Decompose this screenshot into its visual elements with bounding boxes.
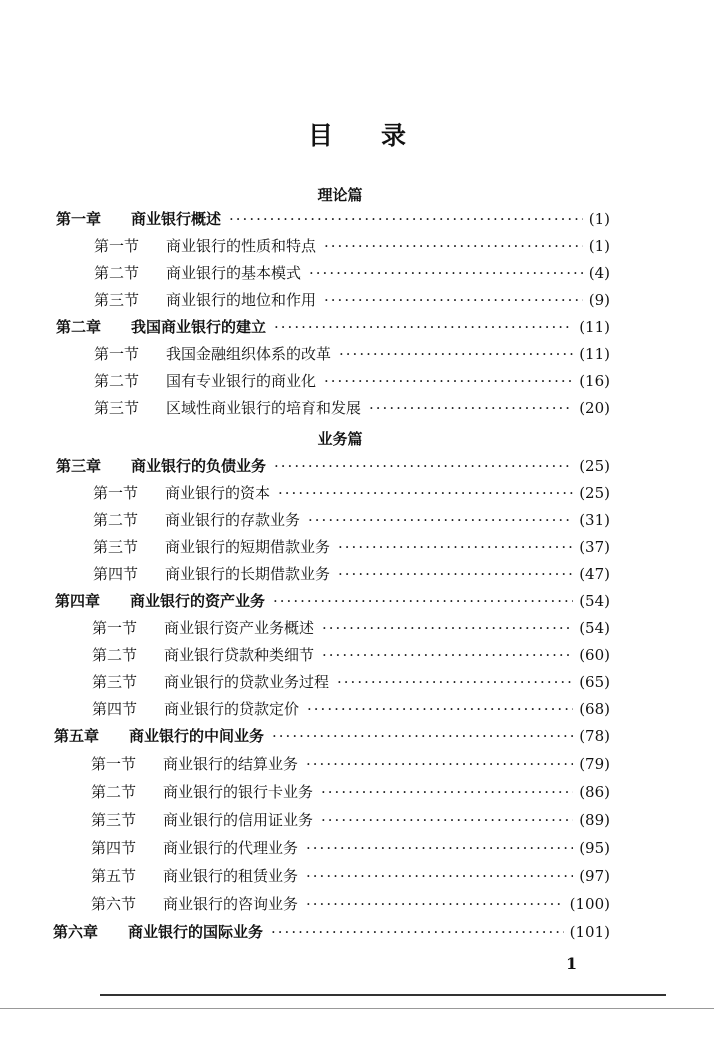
page-number: 1 — [566, 954, 578, 973]
leader-dots — [229, 208, 583, 230]
scan-edge-line — [0, 1008, 714, 1009]
chapter-title: 商业银行的国际业务 — [128, 923, 264, 941]
toc-section[interactable] — [93, 563, 610, 585]
page-ref: (1) — [588, 237, 610, 255]
section-number: 第四节 — [92, 700, 138, 718]
page-ref: (11) — [579, 318, 610, 336]
page-ref: (11) — [579, 345, 610, 363]
section-number: 第二节 — [93, 511, 139, 529]
section-number: 第三节 — [94, 291, 140, 309]
page-ref: (16) — [579, 372, 610, 390]
section-number: 第二节 — [92, 646, 138, 664]
section-title: 商业银行的地位和作用 — [166, 291, 317, 309]
toc-section[interactable] — [91, 809, 610, 831]
leader-dots — [278, 482, 573, 504]
section-title: 商业银行的性质和特点 — [166, 237, 317, 255]
leader-dots — [271, 921, 564, 943]
page-ref: (20) — [579, 399, 610, 417]
leader-dots — [306, 753, 573, 775]
section-title: 商业银行贷款种类细节 — [164, 646, 315, 664]
toc-chapter[interactable] — [54, 725, 610, 747]
page-ref: (25) — [579, 484, 610, 502]
page-ref: (78) — [579, 727, 610, 745]
leader-dots — [321, 809, 573, 831]
section-title: 我国金融组织体系的改革 — [166, 345, 332, 363]
toc-chapter[interactable] — [53, 921, 610, 943]
toc-section[interactable] — [93, 509, 610, 531]
section-title: 商业银行的信用证业务 — [163, 811, 314, 829]
section-number: 第二节 — [91, 783, 137, 801]
page-ref: (95) — [579, 839, 610, 857]
section-title: 商业银行的贷款定价 — [164, 700, 300, 718]
chapter-number: 第六章 — [53, 923, 99, 941]
section-number: 第二节 — [94, 264, 140, 282]
toc-section[interactable] — [91, 865, 610, 887]
leader-dots — [274, 455, 573, 477]
section-number: 第三节 — [94, 399, 140, 417]
leader-dots — [324, 370, 573, 392]
chapter-number: 第五章 — [54, 727, 100, 745]
section-title: 商业银行的代理业务 — [163, 839, 299, 857]
toc-section[interactable] — [91, 837, 610, 859]
page-ref: (31) — [579, 511, 610, 529]
toc-chapter[interactable] — [56, 455, 610, 477]
toc-section[interactable] — [94, 370, 610, 392]
leader-dots — [308, 509, 573, 531]
section-title: 商业银行的银行卡业务 — [163, 783, 314, 801]
toc-section[interactable] — [91, 781, 610, 803]
toc-section[interactable] — [94, 289, 610, 311]
toc-section[interactable] — [92, 671, 610, 693]
page-ref: (100) — [569, 895, 610, 913]
section-title: 商业银行的存款业务 — [165, 511, 301, 529]
toc-section[interactable] — [93, 482, 610, 504]
leader-dots — [273, 590, 573, 612]
page-ref: (4) — [588, 264, 610, 282]
page-ref: (79) — [579, 755, 610, 773]
leader-dots — [338, 536, 573, 558]
leader-dots — [339, 343, 573, 365]
page-ref: (101) — [569, 923, 610, 941]
leader-dots — [369, 397, 573, 419]
toc-section[interactable] — [91, 893, 610, 915]
section-number: 第一节 — [93, 484, 139, 502]
page-ref: (89) — [579, 811, 610, 829]
leader-dots — [306, 893, 564, 915]
toc-section[interactable] — [94, 343, 610, 365]
section-number: 第一节 — [92, 619, 138, 637]
toc-section[interactable] — [93, 536, 610, 558]
page-ref: (86) — [579, 783, 610, 801]
chapter-number: 第二章 — [56, 318, 102, 336]
toc-section[interactable] — [92, 617, 610, 639]
leader-dots — [337, 671, 573, 693]
section-number: 第一节 — [94, 345, 140, 363]
chapter-title: 商业银行的资产业务 — [130, 592, 266, 610]
section-title: 商业银行的基本模式 — [166, 264, 302, 282]
section-number: 第六节 — [91, 895, 137, 913]
chapter-title: 商业银行的负债业务 — [131, 457, 267, 475]
toc-chapter[interactable] — [56, 208, 610, 230]
section-title: 商业银行的结算业务 — [163, 755, 299, 773]
section-title: 区域性商业银行的培育和发展 — [166, 399, 362, 417]
chapter-title: 我国商业银行的建立 — [131, 318, 267, 336]
page-ref: (9) — [588, 291, 610, 309]
section-title: 商业银行的咨询业务 — [163, 895, 299, 913]
page-ref: (25) — [579, 457, 610, 475]
section-number: 第一节 — [94, 237, 140, 255]
section-title: 商业银行的租赁业务 — [163, 867, 299, 885]
section-title: 国有专业银行的商业化 — [166, 372, 317, 390]
section-title: 商业银行的资本 — [165, 484, 271, 502]
section-number: 第三节 — [92, 673, 138, 691]
section-title: 商业银行的长期借款业务 — [165, 565, 331, 583]
chapter-number: 第一章 — [56, 210, 102, 228]
section-number: 第一节 — [91, 755, 137, 773]
chapter-title: 商业银行的中间业务 — [129, 727, 265, 745]
toc-section[interactable] — [94, 397, 610, 419]
leader-dots — [309, 262, 583, 284]
page-ref: (60) — [579, 646, 610, 664]
chapter-number: 第三章 — [56, 457, 102, 475]
page-ref: (54) — [579, 592, 610, 610]
toc-section[interactable] — [92, 698, 610, 720]
toc-chapter[interactable] — [56, 316, 610, 338]
section-number: 第三节 — [91, 811, 137, 829]
section-number: 第四节 — [93, 565, 139, 583]
section-number: 第二节 — [94, 372, 140, 390]
toc-section[interactable] — [94, 262, 610, 284]
section-number: 第四节 — [91, 839, 137, 857]
leader-dots — [324, 289, 583, 311]
leader-dots — [272, 725, 573, 747]
page-ref: (1) — [588, 210, 610, 228]
title-char-1: 目 — [307, 121, 333, 150]
section-title: 商业银行的贷款业务过程 — [164, 673, 330, 691]
section-number: 第三节 — [93, 538, 139, 556]
toc-section[interactable] — [94, 235, 610, 257]
leader-dots — [274, 316, 573, 338]
page-ref: (68) — [579, 700, 610, 718]
toc-section[interactable] — [92, 644, 610, 666]
part-heading-theory: 理论篇 — [317, 186, 363, 204]
page-ref: (65) — [579, 673, 610, 691]
part-heading-business: 业务篇 — [317, 430, 363, 448]
chapter-number: 第四章 — [55, 592, 101, 610]
toc-section[interactable] — [91, 753, 610, 775]
leader-dots — [322, 644, 573, 666]
page-ref: (97) — [579, 867, 610, 885]
leader-dots — [338, 563, 573, 585]
section-title: 商业银行的短期借款业务 — [165, 538, 331, 556]
page-ref: (47) — [579, 565, 610, 583]
section-title: 商业银行资产业务概述 — [164, 619, 315, 637]
leader-dots — [321, 781, 573, 803]
leader-dots — [322, 617, 573, 639]
title-char-2: 录 — [381, 121, 407, 150]
footer-rule — [100, 994, 666, 996]
leader-dots — [307, 698, 573, 720]
chapter-title: 商业银行概述 — [131, 210, 222, 228]
leader-dots — [306, 837, 573, 859]
leader-dots — [306, 865, 573, 887]
leader-dots — [324, 235, 583, 257]
page-ref: (54) — [579, 619, 610, 637]
toc-chapter[interactable] — [55, 590, 610, 612]
section-number: 第五节 — [91, 867, 137, 885]
page-title — [0, 116, 714, 152]
page-ref: (37) — [579, 538, 610, 556]
